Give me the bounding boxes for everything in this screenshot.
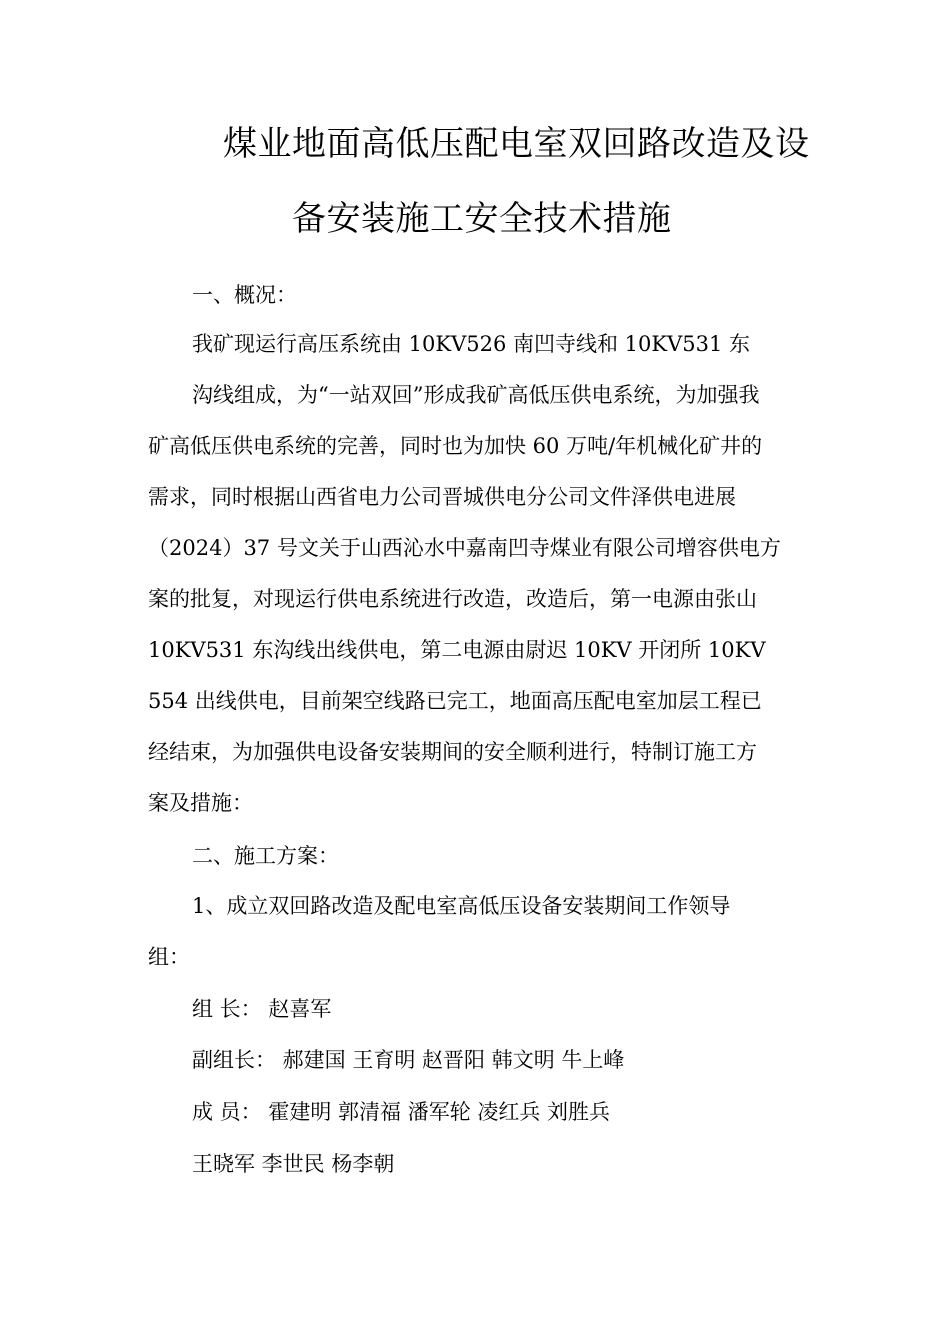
section-heading-overview: 一、概况： [192, 283, 297, 307]
paragraph-line: 案的批复，对现运行供电系统进行改造，改造后，第一电源由张山 [148, 587, 757, 611]
members-line-continued: 王晓军 李世民 杨李朝 [192, 1152, 395, 1176]
team-leader-line: 组 长： 赵喜军 [192, 997, 332, 1021]
paragraph-line: 矿高低压供电系统的完善，同时也为加快 60 万吨/年机械化矿井的 [148, 434, 763, 458]
paragraph-line: （2024）37 号文关于山西沁水中嘉南凹寺煤业有限公司增容供电方 [148, 536, 781, 560]
paragraph-line: 组： [148, 945, 190, 969]
paragraph-line: 我矿现运行高压系统由 10KV526 南凹寺线和 10KV531 东 [192, 332, 751, 356]
members-line: 成 员： 霍建明 郭清福 潘军轮 凌红兵 刘胜兵 [192, 1100, 611, 1124]
document-title-line-1: 煤业地面高低压配电室双回路改造及设 [223, 124, 810, 164]
paragraph-line: 1、成立双回路改造及配电室高低压设备安装期间工作领导 [192, 894, 731, 918]
paragraph-line: 554 出线供电，目前架空线路已完工，地面高压配电室加层工程已 [148, 689, 762, 713]
paragraph-line: 沟线组成，为“一站双回”形成我矿高低压供电系统，为加强我 [192, 383, 760, 407]
paragraph-line: 需求，同时根据山西省电力公司晋城供电分公司文件泽供电进展 [148, 485, 736, 509]
document-title-line-2: 备安装施工安全技术措施 [292, 199, 672, 239]
paragraph-line: 10KV531 东沟线出线供电，第二电源由尉迟 10KV 开闭所 10KV [148, 638, 766, 662]
section-heading-plan: 二、施工方案： [192, 844, 339, 868]
deputy-leaders-line: 副组长： 郝建国 王育明 赵晋阳 韩文明 牛上峰 [192, 1048, 625, 1072]
paragraph-line: 案及措施： [148, 791, 253, 815]
paragraph-line: 经结束，为加强供电设备安装期间的安全顺利进行，特制订施工方 [148, 740, 757, 764]
